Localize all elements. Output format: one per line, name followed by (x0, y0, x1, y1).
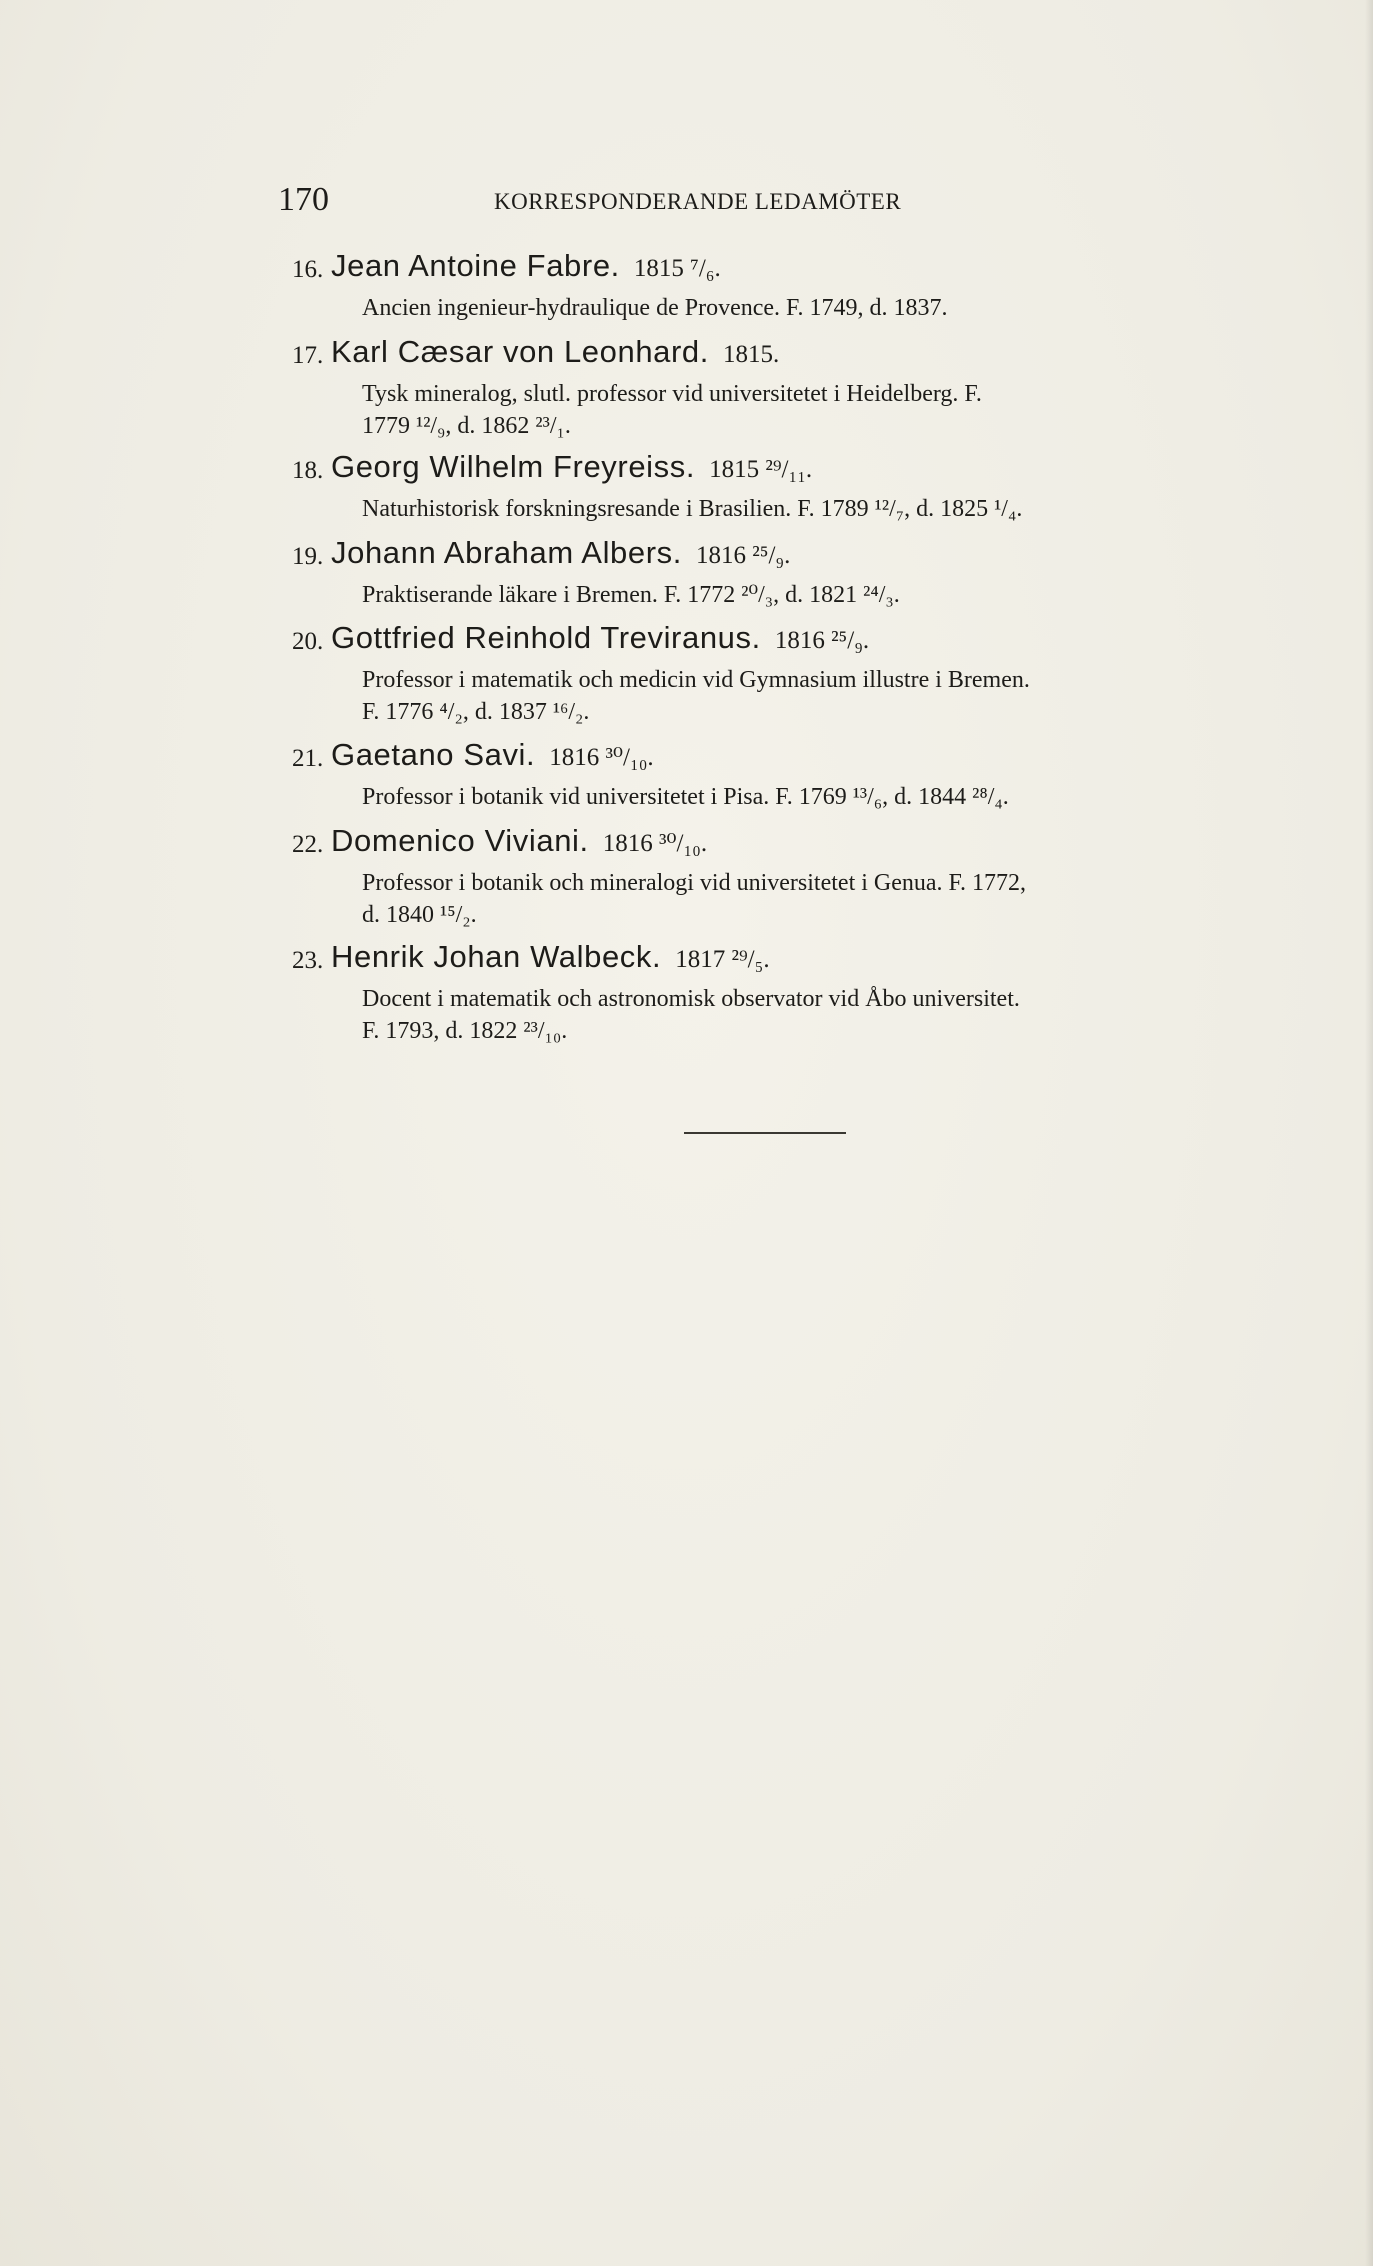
description-line: Praktiserande läkare i Bremen. F. 1772 ²⁰/₃, d. 1821 ²⁴/₃. (362, 582, 900, 608)
description-line: Ancien ingenieur-hydraulique de Provence. F. 1749, d. 1837. (362, 295, 948, 321)
entry-number: 18. (292, 457, 324, 484)
entry-name-line (331, 937, 770, 980)
description-line: d. 1840 ¹⁵/₂. (362, 902, 477, 928)
description-line: Professor i botanik vid universitetet i Pisa. F. 1769 ¹³/₆, d. 1844 ²⁸/₄. (362, 784, 1009, 810)
entry-number: 20. (292, 628, 324, 655)
description-line: F. 1793, d. 1822 ²³/₁₀. (362, 1018, 568, 1044)
entry-number: 21. (292, 745, 324, 772)
entry-description (362, 867, 1262, 931)
entry-description (362, 579, 1262, 611)
end-rule (684, 1132, 846, 1134)
entry-number: 17. (292, 342, 324, 369)
entry-name-line (331, 735, 654, 778)
entry-date: 1816 ²⁵/₉. (774, 627, 870, 654)
entry-name-line (331, 618, 869, 661)
entry-number: 16. (292, 256, 324, 283)
entry-name: Johann Abraham Albers. (331, 535, 682, 570)
entry-description (362, 781, 1262, 813)
entry-name-line (331, 447, 812, 490)
entry-date: 1816 ³⁰/₁₀. (549, 744, 654, 771)
description-line: F. 1776 ⁴/₂, d. 1837 ¹⁶/₂. (362, 699, 590, 725)
description-line: Professor i botanik och mineralogi vid universitetet i Genua. F. 1772, (362, 870, 1026, 896)
entry-description (362, 664, 1262, 728)
entry-date: 1815 ²⁹/₁₁. (709, 456, 813, 483)
entry-description (362, 292, 1262, 324)
description-line: Docent i matematik och astronomisk observator vid Åbo universitet. (362, 986, 1020, 1012)
entry-description (362, 378, 1262, 442)
entry-description (362, 493, 1262, 525)
entry-date: 1815. (722, 341, 780, 368)
member-list (0, 0, 1373, 1100)
description-line: 1779 ¹²/₉, d. 1862 ²³/₁. (362, 413, 571, 439)
entry-name-line (331, 533, 790, 576)
entry-name-line (331, 332, 779, 375)
entry-date: 1817 ²⁹/₅. (675, 946, 770, 973)
page-number: 170 (278, 181, 329, 218)
entry-name: Gottfried Reinhold Treviranus. (331, 620, 761, 655)
description-line: Professor i matematik och medicin vid Gymnasium illustre i Bremen. (362, 667, 1030, 693)
entry-name-line (331, 821, 707, 864)
description-line: Naturhistorisk forskningsresande i Brasilien. F. 1789 ¹²/₇, d. 1825 ¹/₄. (362, 496, 1023, 522)
entry-name: Karl Cæsar von Leonhard. (331, 334, 709, 369)
entry-description (362, 983, 1262, 1047)
entry-number: 23. (292, 947, 324, 974)
entry-name: Jean Antoine Fabre. (331, 248, 620, 283)
entry-name-line (331, 246, 721, 289)
entry-name: Gaetano Savi. (331, 737, 536, 772)
entry-name: Domenico Viviani. (331, 823, 589, 858)
entry-number: 22. (292, 831, 324, 858)
entry-date: 1816 ³⁰/₁₀. (602, 830, 708, 857)
description-line: Tysk mineralog, slutl. professor vid universitetet i Heidelberg. F. (362, 381, 982, 407)
entry-number: 19. (292, 543, 324, 570)
running-title: KORRESPONDERANDE LEDAMÖTER (494, 189, 902, 214)
entry-name: Henrik Johan Walbeck. (331, 939, 662, 974)
entry-date: 1815 ⁷/₆. (633, 255, 721, 282)
entry-date: 1816 ²⁵/₉. (695, 542, 791, 569)
entry-name: Georg Wilhelm Freyreiss. (331, 449, 696, 484)
